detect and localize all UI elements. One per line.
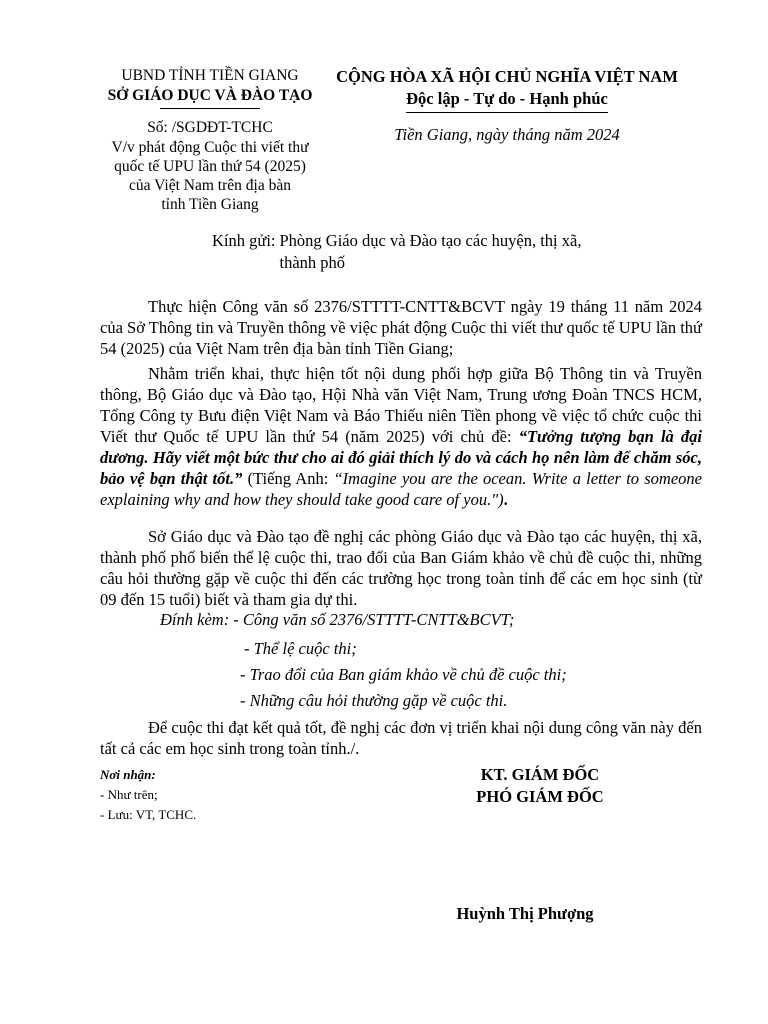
p2-intro: Nhằm triển khai, thực hiện tốt nội dung phối hợp giữa Bộ Thông tin và Truyền thông, Bộ Giáo dục và Đào tạo, Hội Nhà văn Việt Nam, Trung ương Đoàn TNCS HCM, Tổng Công ty Bưu điện Việt Nam và Báo Thiếu niên Tiền phong về việc tổ chức cuộc thi Viết thư Quốc tế UPU lần thứ 54 (năm 2025) với chủ đề: [100, 364, 702, 446]
body-paragraph-1: Thực hiện Công văn số 2376/STTTT-CNTT&BCVT ngày 19 tháng 11 năm 2024 của Sở Thông tin và Truyền thông về việc phát động Cuộc thi viết thư quốc tế UPU lần thứ 54 (2025) của Việt Nam trên địa bàn tỉnh Tiền Giang; [100, 297, 702, 358]
receivers-title: Nơi nhận: [100, 767, 156, 782]
english-label: (Tiếng Anh: [247, 469, 329, 488]
subject-line: của Việt Nam trên địa bàn [129, 177, 291, 194]
body-paragraph-5: Để cuộc thi đạt kết quả tốt, đề nghị các đơn vị triển khai nội dung công văn này đến tất cả các em học sinh trong toàn tỉnh./. [100, 718, 702, 758]
subject-line: V/v phát động Cuộc thi viết thư [111, 139, 309, 156]
signature-title-1: KT. GIÁM ĐỐC [480, 765, 600, 784]
contest-theme: “Tưởng tượng bạn là đại dương. Hãy viết một bức thư cho ai đó giải thích lý do và cách họ nên làm để chăm sóc, bảo vệ bạn thật tốt.” [100, 427, 702, 488]
national-header [318, 66, 696, 146]
nation-name: CỘNG HÒA XÃ HỘI CHỦ NGHĨA VIỆT NAM [336, 67, 678, 86]
contest-theme-english: “Imagine you are the ocean. Write a letter to someone explaining why and how they should take good care of you.") [100, 469, 702, 509]
document-number: Số: /SGDĐT-TCHC [147, 119, 273, 136]
subject-line: quốc tế UPU lần thứ 54 (2025) [114, 158, 306, 175]
signature-title-2: PHÓ GIÁM ĐỐC [476, 787, 604, 806]
recipient-text-2: thành phố [279, 253, 346, 272]
receiver-item: - Như trên; [100, 787, 158, 802]
recipient-block [212, 230, 672, 274]
attachment-item: Đính kèm: - Công văn số 2376/STTTT-CNTT&BCVT; [160, 610, 515, 629]
recipient-text-1: Phòng Giáo dục và Đào tạo các huyện, thị xã, [279, 231, 582, 250]
recipient-label: Kính gửi: [212, 231, 276, 250]
document-date: Tiền Giang, ngày tháng năm 2024 [394, 125, 620, 144]
attachment-item: - Trao đổi của Ban giám khảo về chủ đề cuộc thi; [240, 665, 567, 684]
document-subject [60, 138, 360, 214]
signature-block [425, 764, 655, 808]
subject-line: tỉnh Tiền Giang [161, 196, 259, 213]
receiver-item: - Lưu: VT, TCHC. [100, 807, 197, 822]
issuer-org: SỞ GIÁO DỤC VÀ ĐÀO TẠO [107, 87, 313, 104]
body-paragraph-2 [100, 363, 702, 510]
p2-end: . [503, 490, 508, 509]
recipient-line [280, 230, 582, 274]
issuer-header [60, 66, 360, 214]
national-motto: Độc lập - Tự do - Hạnh phúc [406, 89, 608, 108]
attachment-item: - Thể lệ cuộc thi; [244, 639, 357, 658]
attachment-item: - Những câu hỏi thường gặp về cuộc thi. [240, 691, 508, 710]
signer-name: Huỳnh Thị Phượng [456, 904, 594, 923]
issuer-parent-org: UBND TỈNH TIỀN GIANG [121, 67, 299, 84]
receivers-block [100, 765, 360, 825]
body-paragraph-3: Sở Giáo dục và Đào tạo đề nghị các phòng Giáo dục và Đào tạo các huyện, thị xã, thành phố phổ biến thể lệ cuộc thi, trao đổi của Ban Giám khảo về chủ đề cuộc thi, những câu hỏi thường gặp về cuộc thi đến các trường học trong toàn tỉnh để các em học sinh (từ 09 đến 15 tuổi) biết và tham gia dự thi. [100, 527, 702, 609]
